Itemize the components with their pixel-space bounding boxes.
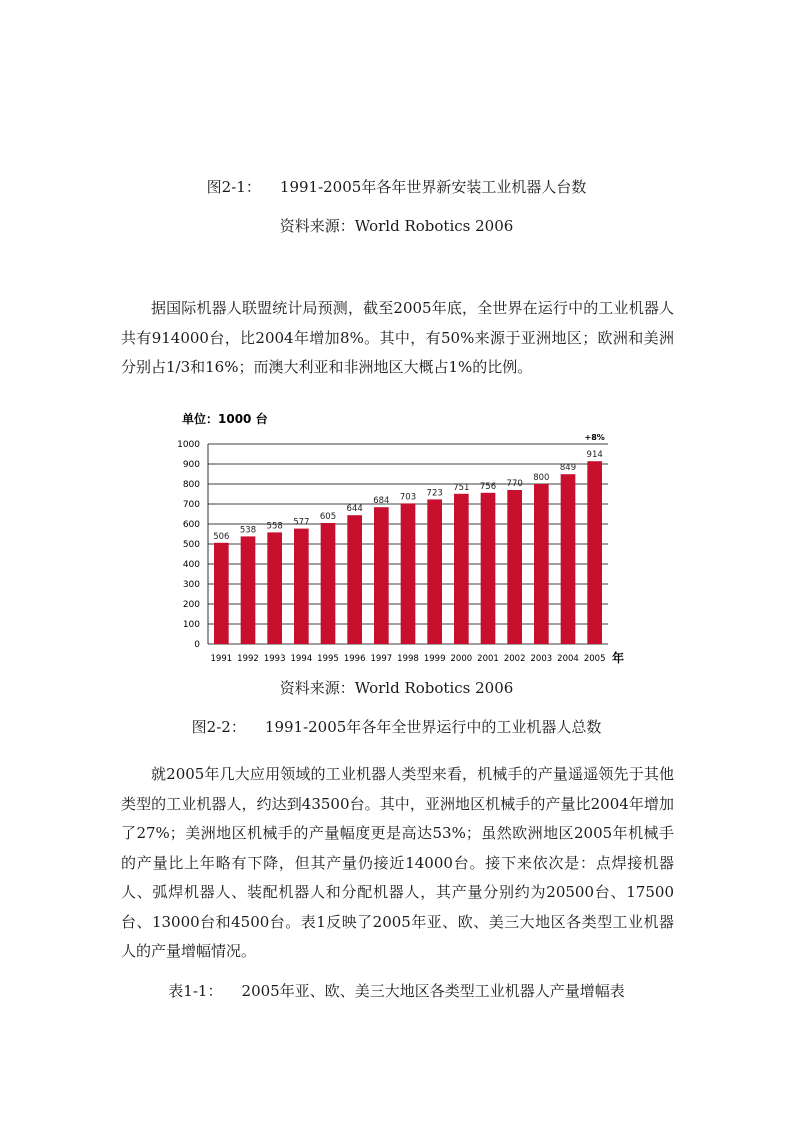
x-tick-label: 1992 [237, 654, 259, 664]
y-tick-label: 1000 [177, 440, 200, 450]
figure-1-caption: 图2-1： 1991-2005年各年世界新安装工业机器人台数 [206, 178, 587, 196]
x-tick-label: 2001 [477, 654, 499, 664]
y-tick-label: 800 [182, 480, 200, 490]
bar [427, 499, 442, 644]
y-tick-label: 100 [182, 620, 200, 630]
bar [401, 503, 416, 644]
bar [481, 493, 496, 644]
bar [374, 507, 389, 644]
data-label: 605 [319, 512, 337, 522]
figure-1-source: 资料来源：World Robotics 2006 [279, 217, 514, 235]
chart-unit-label: 单位：1000 台 [182, 412, 268, 426]
y-tick-label: 600 [182, 520, 200, 530]
x-tick-label: 2000 [450, 654, 473, 664]
x-tick-label: 1993 [263, 654, 286, 664]
data-label: 644 [346, 504, 363, 515]
x-tick-label: 1996 [343, 654, 366, 664]
figure-2-source: 资料来源：World Robotics 2006 [279, 679, 514, 697]
bar [267, 532, 282, 644]
y-tick-label: 700 [182, 500, 200, 510]
bar [321, 523, 336, 644]
y-tick-label: 200 [182, 600, 200, 610]
y-tick-label: 0 [194, 640, 200, 650]
bar [347, 515, 362, 644]
x-tick-label: 2005 [583, 654, 606, 664]
x-tick-label: 1997 [370, 654, 393, 664]
x-tick-label: 1995 [317, 654, 339, 664]
table-1-caption: 表1-1： 2005年亚、欧、美三大地区各类型工业机器人产量增幅表 [168, 982, 625, 1000]
robot-total-bar-chart [176, 407, 646, 669]
y-tick-label: 500 [182, 540, 200, 550]
data-label: 849 [559, 463, 577, 474]
data-label: 703 [399, 492, 417, 503]
bar [587, 461, 602, 644]
growth-annotation: +8% [584, 433, 605, 442]
data-label: 914 [586, 450, 603, 461]
data-label: 756 [479, 481, 497, 492]
data-label: 751 [453, 482, 470, 493]
x-tick-label: 1998 [397, 654, 419, 664]
y-tick-label: 300 [182, 580, 200, 590]
paragraph-2: 就2005年几大应用领域的工业机器人类型来看，机械手的产量遥遥领先于其他类型的工业机器人，约达到43500台。其中，亚洲地区机械手的产量比2004年增加了27%；美洲地区机械手的产量幅度更是高达53%；虽然欧洲地区2005年机械手的产量比上年略有下降，但其产量仍接近14000台。接下来依次是：点焊接机器人、弧焊机器人、装配机器人和分配机器人，其产量分别约为20500台、17500台、13000台和4500台。表1反映了2005年亚、欧、美三大地区各类型工业机器人的产量增幅情况。 [121, 765, 674, 960]
data-label: 770 [506, 479, 523, 489]
bar [454, 494, 469, 644]
bar [534, 484, 549, 644]
x-tick-label: 1999 [423, 654, 446, 664]
data-label: 577 [293, 517, 310, 528]
x-tick-label: 1991 [210, 654, 233, 664]
bar [561, 474, 576, 644]
bar [214, 543, 229, 644]
x-tick-label: 2002 [503, 654, 526, 664]
y-tick-label: 400 [182, 560, 200, 570]
data-label: 538 [239, 525, 257, 536]
figure-2-caption: 图2-2： 1991-2005年各年全世界运行中的工业机器人总数 [191, 718, 602, 736]
data-label: 684 [373, 496, 390, 507]
bar [507, 490, 522, 644]
x-unit-label: 年 [612, 651, 625, 665]
chart-bars [214, 461, 602, 644]
bar [241, 536, 256, 644]
x-tick-label: 2003 [530, 654, 553, 664]
bar [294, 529, 309, 644]
x-tick-label: 2004 [557, 654, 579, 664]
data-label: 558 [266, 521, 283, 532]
data-label: 723 [426, 488, 443, 499]
data-label: 800 [533, 473, 550, 483]
x-tick-label: 1994 [290, 654, 313, 664]
paragraph-1: 据国际机器人联盟统计局预测，截至2005年底，全世界在运行中的工业机器人共有914000台，比2004年增加8%。其中，有50%来源于亚洲地区；欧洲和美洲分别占1/3和16%；而澳大利亚和非洲地区大概占1%的比例。 [121, 299, 674, 376]
y-tick-label: 900 [182, 460, 200, 470]
data-label: 506 [213, 531, 230, 542]
